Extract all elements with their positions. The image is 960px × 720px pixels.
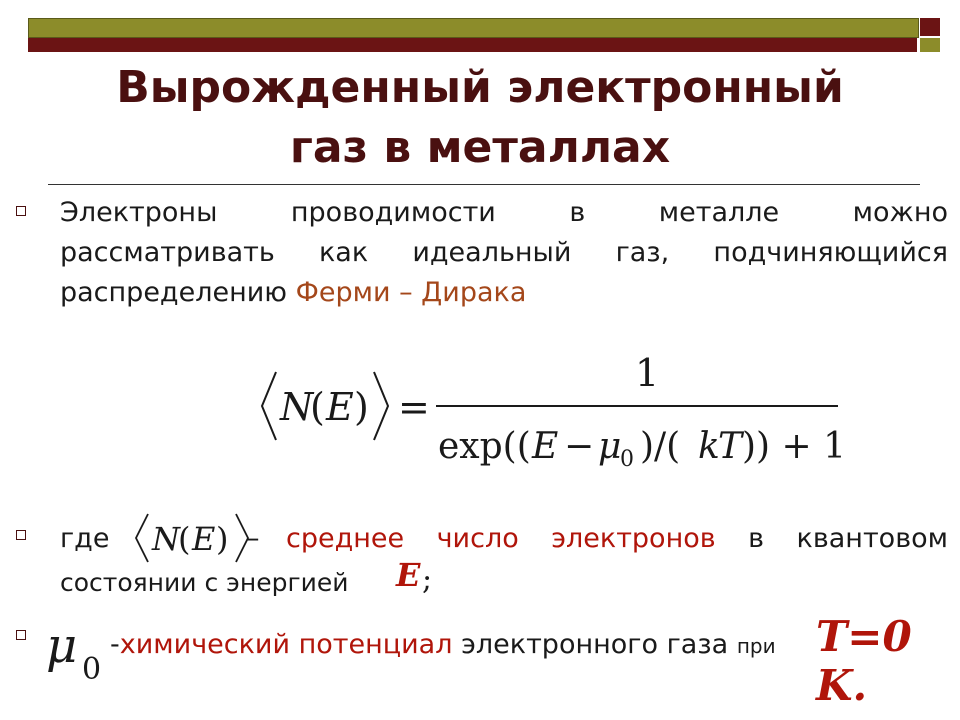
angle-bracket-right: [374, 372, 388, 440]
formula-den-exp: exp((: [438, 426, 531, 467]
formula-numerator: 1: [635, 351, 660, 395]
inline-angle-left: [136, 514, 148, 562]
formula-den-k: k: [698, 426, 720, 467]
bullet-1-line-3: [60, 273, 948, 313]
fermi-dirac-formula: [240, 340, 880, 480]
bullet-2-dash: –: [246, 523, 260, 554]
fermi-dirac-highlight: Ферми – Дирака: [295, 277, 527, 308]
mean-electron-number-highlight: среднее число электронов: [286, 523, 716, 554]
formula-lhs-N: N: [280, 385, 314, 429]
formula-lhs-close: ): [354, 385, 369, 429]
formula-den-mid: )/(: [640, 426, 681, 467]
bullet-1-line-2: рассматривать как идеальный газ, подчиняющийся: [60, 237, 948, 268]
bullet-1-line-1: Электроны проводимости в металле можно: [60, 197, 948, 228]
bullet-1-line-3-plain: распределению: [60, 277, 288, 308]
formula-den-mu-sub: 0: [620, 447, 634, 472]
formula-den-mu: μ: [598, 426, 622, 467]
bullet-3-at: при: [736, 634, 776, 658]
title-divider: [48, 184, 920, 185]
formula-den-E: E: [532, 426, 559, 467]
title-line-1: Вырожденный электронный: [116, 62, 844, 113]
formula-den-minus: −: [564, 426, 595, 467]
bullet-2-where: где: [60, 523, 110, 554]
formula-den-T: T: [718, 426, 743, 467]
inline-E: E: [192, 520, 216, 558]
temperature-condition: T=0 K.: [816, 612, 912, 710]
formula-lhs-open: (: [310, 385, 325, 429]
header-bar-darkred: [28, 38, 917, 52]
title-line-2: газ в металлах: [289, 122, 671, 173]
bullet-1-text: [60, 193, 948, 313]
bullet-3-rest: электронного газа: [461, 629, 729, 660]
bullet-square-icon: [16, 530, 26, 540]
formula-equals: =: [398, 385, 430, 429]
header-bar-olive: [28, 18, 919, 38]
corner-square-olive: [920, 38, 940, 52]
formula-den-end: )) + 1: [742, 426, 847, 467]
bullet-2-line-1: [286, 519, 948, 559]
bullet-3-text: [110, 625, 776, 666]
inline-N: N: [152, 520, 180, 558]
mu-symbol: μ: [46, 618, 78, 674]
inline-open: (: [178, 520, 191, 558]
bullet-2-line-1-rest: в квантовом: [748, 523, 949, 554]
energy-semicolon: ;: [422, 562, 433, 597]
chemical-potential-highlight: химический потенциал: [119, 629, 453, 660]
corner-square-red: [920, 18, 940, 36]
bullet-3-dash: -: [110, 629, 120, 660]
energy-symbol: E: [396, 556, 421, 594]
bullet-square-icon: [16, 630, 26, 640]
formula-lhs-E: E: [326, 385, 354, 429]
bullet-square-icon: [16, 206, 26, 216]
angle-bracket-left: [262, 372, 276, 440]
inline-close: ): [216, 520, 229, 558]
bullet-2-line-2: состоянии с энергией: [60, 568, 349, 597]
slide-title: [0, 58, 960, 178]
mu-subscript: 0: [82, 652, 102, 687]
